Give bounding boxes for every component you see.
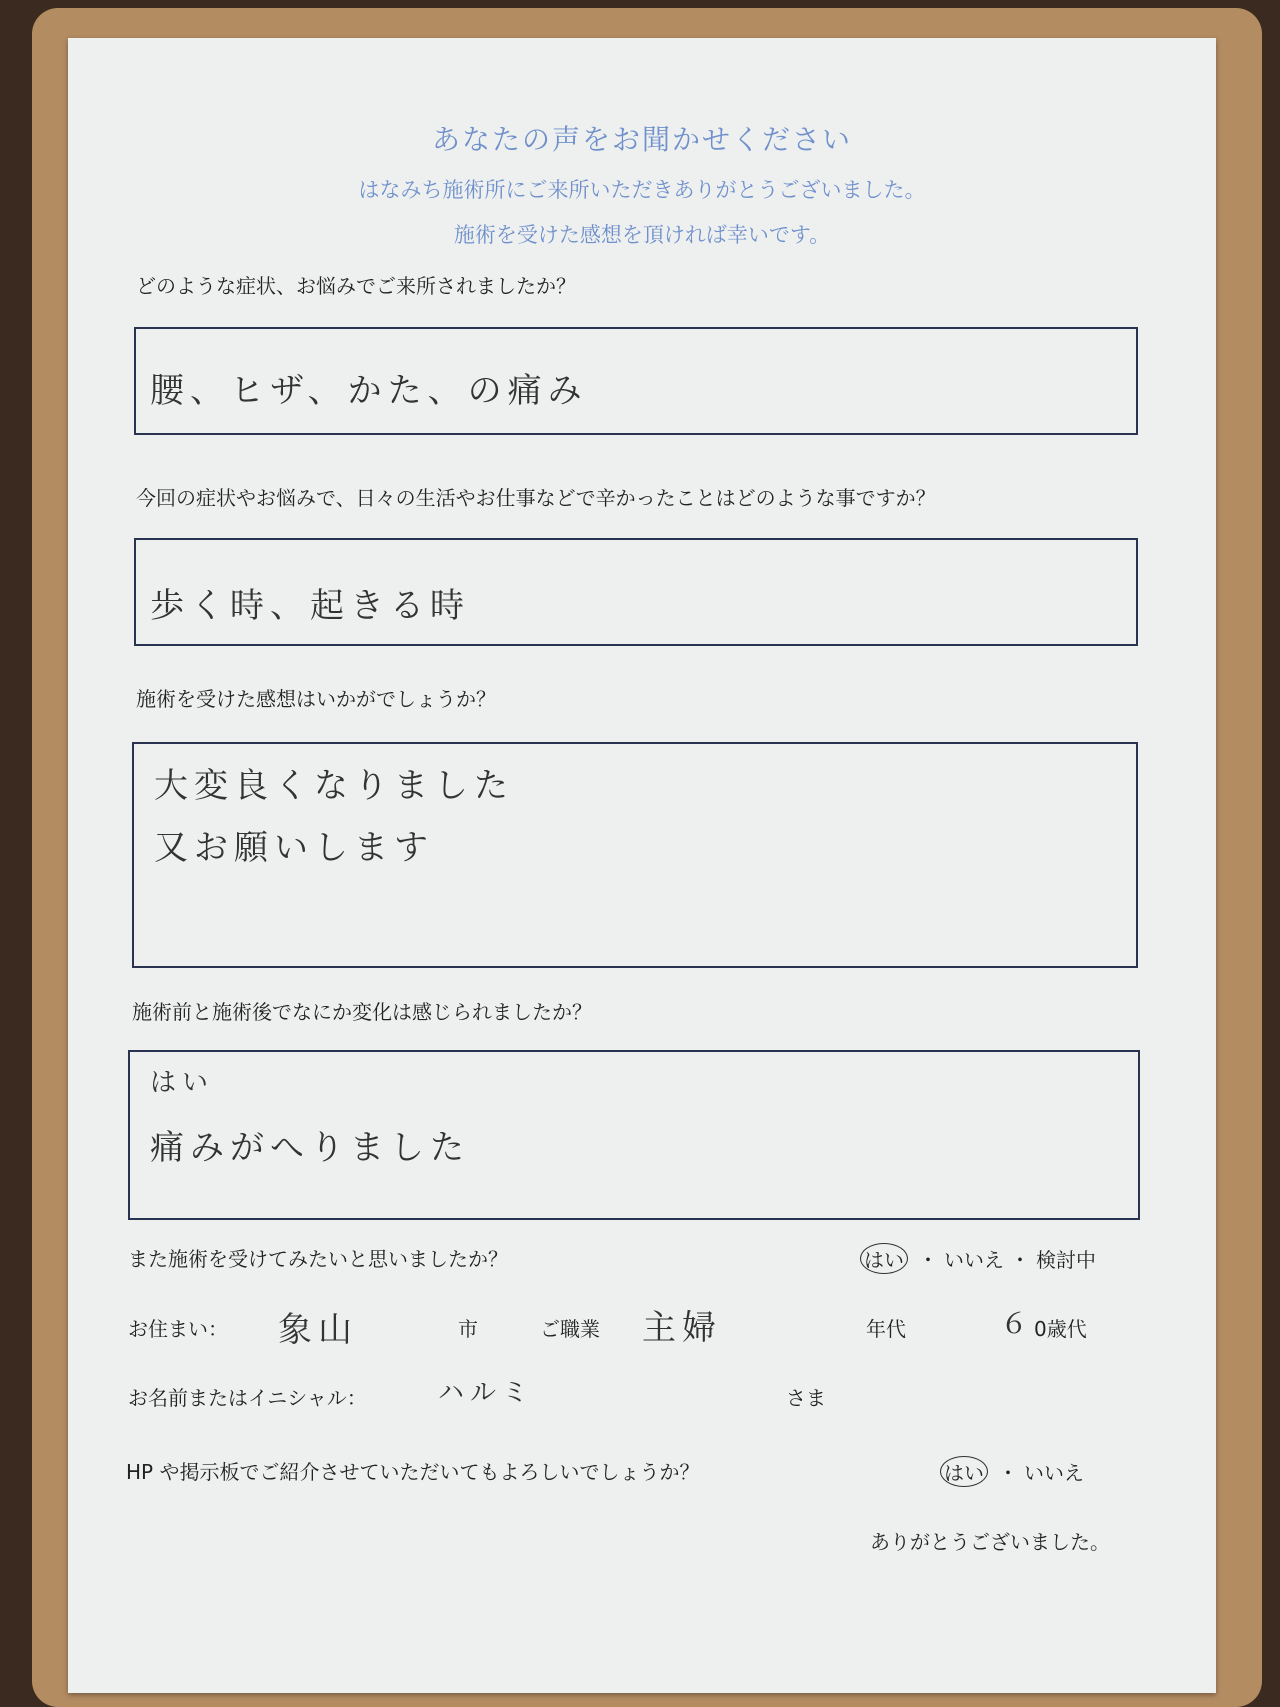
city-suffix: 市 — [458, 1317, 478, 1341]
residence-label: お住まい： — [128, 1317, 228, 1341]
honorific: さま — [786, 1386, 826, 1410]
survey-subtitle-2: 施術を受けた感想を頂ければ幸いです。 — [453, 223, 831, 247]
revisit-options: はい ・ いいえ ・ 検討中 — [860, 1243, 1096, 1274]
answer-4-line-1: はい — [150, 1068, 215, 1098]
answer-4-line-2: 痛みがへりました — [150, 1128, 470, 1168]
age-value: ６ — [1000, 1307, 1035, 1340]
age-suffix: 0歳代 — [1034, 1317, 1087, 1341]
survey-title: あなたの声をお聞かせください — [431, 123, 852, 156]
consent-question: HP や掲示板でご紹介させていただいてもよろしいでしょうか？ — [126, 1460, 700, 1484]
occupation-label: ご職業 — [540, 1317, 600, 1341]
consent-option-no[interactable]: いいえ — [1024, 1461, 1084, 1485]
consent-options: はい ・ いいえ — [940, 1456, 1084, 1487]
answer-1-text: 腰、ヒザ、かた、の痛み — [150, 371, 588, 411]
answer-3-line-2: 又お願いします — [154, 828, 434, 868]
answer-2-text: 歩く時、起きる時 — [150, 586, 470, 626]
question-3: 施術を受けた感想はいかがでしょうか？ — [136, 687, 496, 711]
survey-sheet — [68, 38, 1216, 1693]
consent-option-yes[interactable]: はい — [940, 1456, 988, 1487]
answer-box-1[interactable] — [134, 327, 1138, 435]
revisit-option-yes[interactable]: はい — [860, 1243, 908, 1274]
revisit-option-considering[interactable]: 検討中 — [1036, 1248, 1096, 1272]
question-4: 施術前と施術後でなにか変化は感じられましたか？ — [132, 1000, 592, 1024]
name-label: お名前またはイニシャル： — [128, 1386, 367, 1410]
answer-box-4[interactable] — [128, 1050, 1140, 1220]
answer-3-line-1: 大変良くなりました — [154, 766, 514, 806]
answer-box-3[interactable] — [132, 742, 1138, 968]
question-1: どのような症状、お悩みでご来所されましたか？ — [136, 274, 576, 298]
question-2: 今回の症状やお悩みで、日々の生活やお仕事などで辛かったことはどのような事ですか？ — [136, 486, 936, 510]
question-5: また施術を受けてみたいと思いましたか？ — [128, 1247, 508, 1271]
occupation-value: 主婦 — [642, 1308, 722, 1348]
survey-subtitle-1: はなみち施術所にご来所いただきありがとうございました。 — [358, 178, 926, 202]
answer-box-2[interactable] — [134, 538, 1138, 646]
age-label: 年代 — [866, 1317, 906, 1341]
name-value: ハルミ — [438, 1378, 535, 1408]
revisit-option-no[interactable]: いいえ — [944, 1248, 1004, 1272]
thanks-text: ありがとうございました。 — [870, 1530, 1110, 1554]
residence-value: 象山 — [278, 1310, 358, 1350]
